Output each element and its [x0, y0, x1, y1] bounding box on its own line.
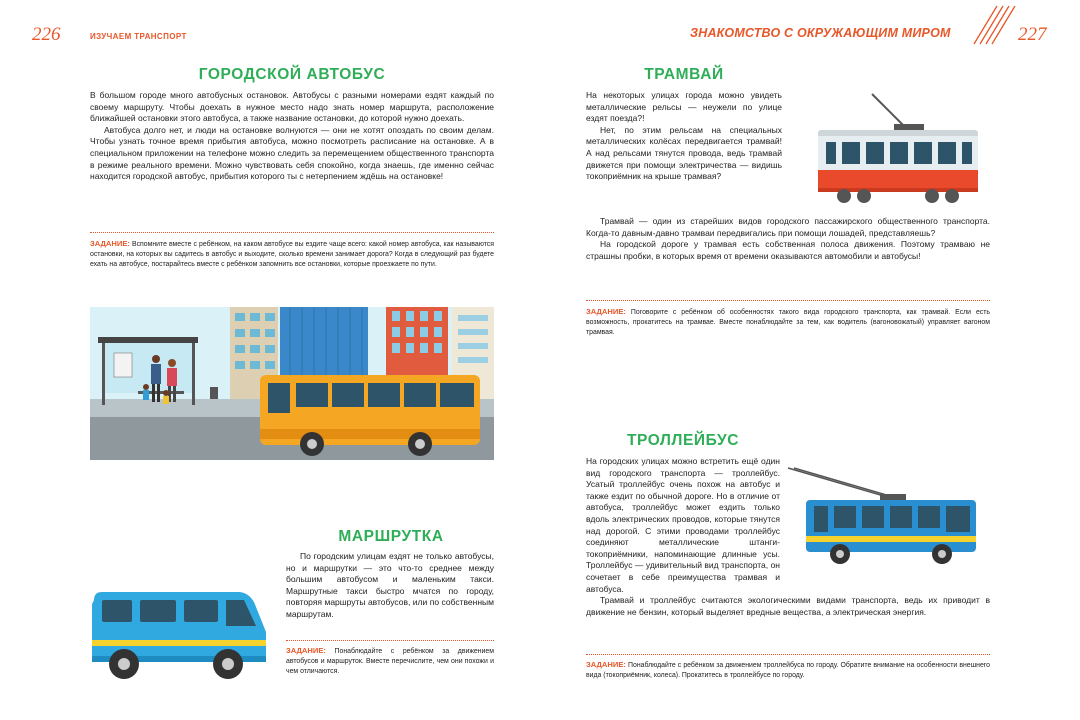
- left-page-number: 226: [32, 24, 61, 45]
- task-text: Поговорите с ребёнком об особенностях такого вида городского транспорта, как трамвай. Если есть возможность, прокатитесь на трамвае. Вместе понаблюдайте за тем, как водитель (вагоновожатый) управляет вагоном трамвая.: [586, 309, 990, 336]
- bus-text: [90, 90, 494, 183]
- bus-paragraph: В большом городе много автобусных остановок. Автобусы с разными номерами ездят каждый по своему маршруту. Чтобы доехать в нужное место надо знать номер маршрута, расположение ближайшей остановки этого автобуса, а также название остановки, до которой нужно доехать.: [90, 90, 494, 124]
- tram-text-top: [586, 90, 782, 183]
- trolleybus-task: [586, 660, 990, 681]
- right-page-number: 227: [1018, 24, 1047, 45]
- marshrutka-task-divider: [286, 640, 494, 641]
- task-text: Понаблюдайте с ребёнком за движением троллейбуса по городу. Обратите внимание на особенности внешнего вида (токоприёмник, колеса). Прокатитесь в троллейбусе по городу.: [586, 662, 991, 679]
- tram-paragraph: На некоторых улицах города можно увидеть металлические рельсы — неужели по улице ездят поезда?!: [586, 90, 782, 124]
- bus-stop-illustration: [90, 307, 494, 460]
- bus-paragraph: Автобуса долго нет, и люди на остановке волнуются — они не хотят опоздать по своим делам. Чтобы узнать точное время прибытия автобуса, можно посмотреть расписание на остановке. А в специальном приложении на телефоне можно следить за перемещением общественного транспорта в режиме реального времени. Можно чувствовать себя спокойно, когда знаешь, где именно сейчас находится городской автобус, прибытия которого ты с нетерпением ждёшь на остановке!: [90, 124, 494, 182]
- tram-illustration: [812, 92, 984, 206]
- trolleybus-heading: ТРОЛЛЕЙБУС: [626, 432, 740, 449]
- tram-task: [586, 307, 990, 338]
- bus-task: [90, 239, 494, 270]
- task-label: ЗАДАНИЕ:: [586, 307, 626, 316]
- bus-heading: ГОРОДСКОЙ АВТОБУС: [198, 66, 386, 83]
- tram-paragraph: На городской дороге у трамвая есть собственная полоса движения. Поэтому трамваю не страшны пробки, в которых время от времени оказываются автомобили и автобусы!: [586, 239, 990, 261]
- tram-task-divider: [586, 300, 990, 301]
- tram-paragraph: Нет, по этим рельсам на специальных металлических колёсах передвигается трамвай! А над рельсами тянутся провода, ведь трамвай движется при помощи электричества — видишь токоприёмник на крыше трамвая?: [586, 124, 782, 182]
- right-running-head: ЗНАКОМСТВО С ОКРУЖАЮЩИМ МИРОМ: [690, 26, 951, 40]
- tram-heading: ТРАМВАЙ: [644, 66, 724, 83]
- marshrutka-heading: МАРШРУТКА: [338, 528, 444, 545]
- minibus-illustration: [88, 588, 270, 684]
- marshrutka-paragraph: По городским улицам ездят не только автобусы, но и маршрутки — это что-то среднее между большим автобусом и маленьким такси. Маршрутные такси быстро мчатся по городу, повторяя маршруты автобусов, или по собственным маршрутам.: [286, 551, 494, 619]
- task-label: ЗАДАНИЕ:: [286, 646, 326, 655]
- trolleybus-paragraph: На городских улицах можно встретить ещё один вид городского транспорта — троллейбус. Усатый троллейбус очень похож на автобус и также ездит по обычной дороге. Но в отличие от автобуса, троллейбус может ездить только вдоль электрических проводов, которые тянутся над дорогой. С этими проводами троллейбус соединяют металлические штанги-токоприёмники, напоминающие длинные усы. Троллейбус — удивительный вид транспорта, он сочетает в себе преимущества трамвая и автобуса.: [586, 456, 780, 594]
- task-text: Вспомните вместе с ребёнком, на каком автобусе вы ездите чаще всего: какой номер автобуса, как называются остановки, на которых вы садитесь в автобус и выходите, сколько времени занимает дорога? Когда в следующий раз будете ехать на автобусе, постарайтесь вместе с ребёнком запомнить все остановки, которые проезжаете по пути.: [90, 241, 494, 268]
- task-text: Понаблюдайте с ребёнком за движением автобусов и маршруток. Вместе перечислите, чем они похожи и чем отличаются.: [286, 648, 494, 675]
- marshrutka-text: [286, 551, 494, 621]
- tram-paragraph: Трамвай — один из старейших видов городского пассажирского общественного транспорта. Когда-то давным-давно трамваи передвигались при помощи лошадей, представляешь?: [586, 216, 990, 238]
- trolleybus-paragraph: Трамвай и троллейбус считаются экологическими видами транспорта, ведь их приводит в движение не бензин, который выделяет вредные вещества, а электрическая энергия.: [586, 595, 990, 617]
- task-label: ЗАДАНИЕ:: [586, 660, 626, 669]
- trolleybus-illustration: [784, 466, 984, 572]
- trolleybus-task-divider: [586, 654, 990, 655]
- tram-text-bottom: [586, 216, 990, 262]
- bus-task-divider: [90, 232, 494, 233]
- task-label: ЗАДАНИЕ:: [90, 239, 130, 248]
- slash-lines-decoration: [964, 4, 1016, 46]
- left-running-head: ИЗУЧАЕМ ТРАНСПОРТ: [90, 32, 187, 41]
- marshrutka-task: [286, 646, 494, 677]
